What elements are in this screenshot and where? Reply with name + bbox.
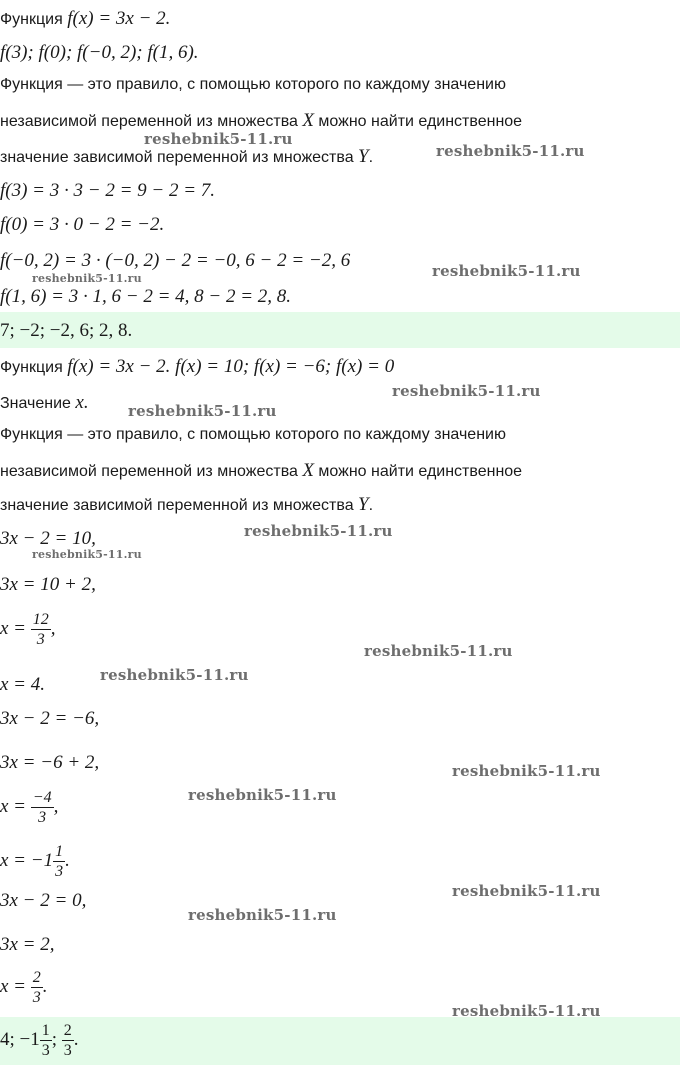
lhs: x = xyxy=(0,795,31,817)
watermark: reshebnik5-11.ru xyxy=(188,906,337,924)
numerator: 2 xyxy=(32,969,41,986)
set-x: X xyxy=(302,460,314,481)
watermark: reshebnik5-11.ru xyxy=(188,786,337,804)
task1-step-1: f(3) = 3 · 3 − 2 = 9 − 2 = 7. xyxy=(0,180,216,201)
def-text: можно найти единственное xyxy=(313,113,523,130)
lhs: x = xyxy=(0,975,31,997)
task1-step-3: f(−0, 2) = 3 · (−0, 2) − 2 = −0, 6 − 2 = −2, 6 xyxy=(0,250,351,271)
answer-part: 4; −1 xyxy=(0,1028,40,1050)
watermark: reshebnik5-11.ru xyxy=(32,272,142,285)
case1-result: x = 4. xyxy=(0,674,46,695)
denominator: 3 xyxy=(41,1042,50,1059)
numerator: 1 xyxy=(41,1022,50,1039)
answer-part: ; xyxy=(51,1028,62,1050)
denominator: 3 xyxy=(31,629,51,649)
task2-definition-line3 xyxy=(0,494,373,516)
case1-step: 3x = 10 + 2, xyxy=(0,574,96,595)
case3-step: 3x = 2, xyxy=(0,934,55,955)
task2-find xyxy=(0,392,89,414)
task2-statement xyxy=(0,356,394,378)
def-text: . xyxy=(368,497,374,514)
denominator: 3 xyxy=(32,989,41,1006)
answer-fraction-1 xyxy=(40,1021,52,1060)
task1-definition-line2 xyxy=(0,110,522,132)
find-var: x. xyxy=(75,392,89,413)
def-text: можно найти единственное xyxy=(313,463,523,480)
watermark: reshebnik5-11.ru xyxy=(100,666,249,684)
watermark: reshebnik5-11.ru xyxy=(432,262,581,280)
denominator: 3 xyxy=(63,1042,72,1059)
numerator: 2 xyxy=(63,1022,72,1039)
watermark: reshebnik5-11.ru xyxy=(244,522,393,540)
set-x: X xyxy=(302,110,314,131)
task2-definition-line1: Функция — это правило, с помощью которого по каждому значению xyxy=(0,426,506,443)
answer-part: . xyxy=(73,1028,79,1050)
case2-result xyxy=(0,842,70,881)
answer-fraction-2 xyxy=(62,1021,74,1060)
def-text: независимой переменной из множества xyxy=(0,113,303,130)
case3-equation: 3x − 2 = 0, xyxy=(0,890,87,911)
task1-definition-line1: Функция — это правило, с помощью которого по каждому значению xyxy=(0,76,506,93)
def-text: . xyxy=(368,149,374,166)
task1-definition-line3 xyxy=(0,146,373,168)
fraction xyxy=(31,788,54,827)
case2-fraction-line xyxy=(0,788,58,827)
task1-step-2: f(0) = 3 · 0 − 2 = −2. xyxy=(0,214,165,235)
numerator: 1 xyxy=(55,843,64,860)
watermark: reshebnik5-11.ru xyxy=(436,142,585,160)
task1-items: f(3); f(0); f(−0, 2); f(1, 6). xyxy=(0,42,199,63)
tail: . xyxy=(65,849,70,871)
def-text: независимой переменной из множества xyxy=(0,463,303,480)
denominator: 3 xyxy=(31,807,54,827)
fraction xyxy=(31,610,51,649)
watermark: reshebnik5-11.ru xyxy=(392,382,541,400)
watermark: reshebnik5-11.ru xyxy=(144,130,293,148)
task1-answer: 7; −2; −2, 6; 2, 8. xyxy=(0,320,133,341)
function-conditions: f(x) = 3x − 2. f(x) = 10; f(x) = −6; f(x) = 0 xyxy=(67,356,395,377)
tail: , xyxy=(50,617,56,639)
case2-step: 3x = −6 + 2, xyxy=(0,752,100,773)
def-text: значение зависимой переменной из множества xyxy=(0,497,359,514)
set-y: Y xyxy=(358,494,369,515)
watermark: reshebnik5-11.ru xyxy=(452,882,601,900)
watermark: reshebnik5-11.ru xyxy=(364,642,513,660)
set-y: Y xyxy=(358,146,369,167)
denominator: 3 xyxy=(55,863,64,880)
fraction xyxy=(31,968,43,1007)
find-text: Значение xyxy=(0,395,76,412)
function-formula: f(x) = 3x − 2. xyxy=(67,8,171,29)
watermark: reshebnik5-11.ru xyxy=(452,762,601,780)
mixed-fraction xyxy=(53,842,65,881)
case2-equation: 3x − 2 = −6, xyxy=(0,708,100,729)
def-text: значение зависимой переменной из множества xyxy=(0,149,359,166)
watermark: reshebnik5-11.ru xyxy=(452,1002,601,1020)
numerator: 12 xyxy=(32,611,49,628)
case1-equation: 3x − 2 = 10, xyxy=(0,528,96,549)
case1-fraction-line xyxy=(0,610,56,649)
tail: . xyxy=(42,975,48,997)
task2-answer xyxy=(0,1021,79,1060)
task2-definition-line2 xyxy=(0,460,522,482)
statement-text: Функция xyxy=(0,11,68,28)
statement-text: Функция xyxy=(0,359,68,376)
case3-fraction-line xyxy=(0,968,48,1007)
watermark: reshebnik5-11.ru xyxy=(128,402,277,420)
task1-step-4: f(1, 6) = 3 · 1, 6 − 2 = 4, 8 − 2 = 2, 8. xyxy=(0,286,292,307)
task1-statement xyxy=(0,8,170,30)
lhs: x = −1 xyxy=(0,849,54,871)
numerator: −4 xyxy=(32,789,52,806)
watermark: reshebnik5-11.ru xyxy=(32,548,142,561)
answer-highlight-2 xyxy=(0,1017,680,1065)
tail: , xyxy=(53,795,59,817)
lhs: x = xyxy=(0,617,31,639)
